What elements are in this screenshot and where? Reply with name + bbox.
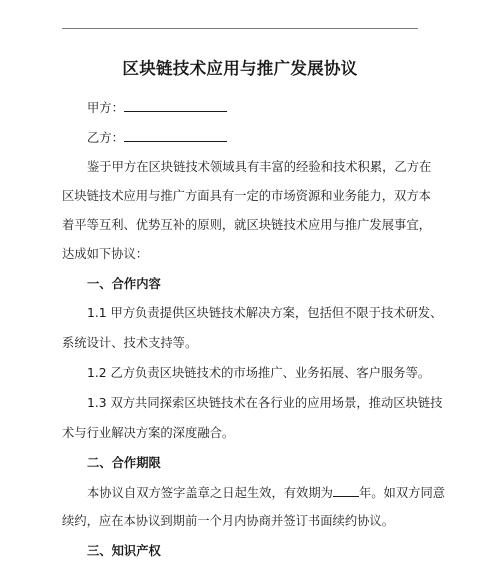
party-b-line [87, 129, 447, 147]
party-b-blank [124, 129, 227, 142]
intro-line-2: 区块链技术应用与推广方面具有一定的市场资源和业务能力，双方本 [62, 189, 431, 203]
clause-1-3-line-1: 1.3 双方共同探索区块链技术在各行业的应用场景，推动区块链技 [87, 396, 443, 410]
clause-1-1-line-2: 系统设计、技术支持等。 [62, 336, 198, 350]
party-b-label: 乙方： [87, 131, 124, 145]
party-a-label: 甲方： [87, 101, 124, 115]
document-title: 区块链技术应用与推广发展协议 [122, 59, 358, 78]
term-line-2: 续约，应在本协议到期前一个月内协商并签订书面续约协议。 [62, 514, 395, 528]
intro-line-3: 着平等互利、优势互补的原则，就区块链技术应用与推广发展事宜， [62, 218, 431, 232]
term-line-1 [87, 484, 447, 502]
term-years-blank [333, 484, 359, 497]
party-a-line [87, 99, 447, 117]
clause-1-2: 1.2 乙方负责区块链技术的市场推广、业务拓展、客户服务等。 [87, 366, 431, 380]
term-text-after: 年。如双方同意 [358, 486, 446, 500]
party-a-blank [124, 99, 227, 112]
intro-line-1: 鉴于甲方在区块链技术领域具有丰富的经验和技术积累，乙方在 [87, 160, 432, 174]
header-rule [62, 28, 418, 29]
clause-1-1-line-1: 1.1 甲方负责提供区块链技术解决方案，包括但不限于技术研发、 [87, 306, 443, 320]
clause-1-3-line-2: 术与行业解决方案的深度融合。 [62, 426, 235, 440]
term-text-before: 本协议自双方签字盖章之日起生效，有效期为 [87, 486, 333, 500]
section-3-heading: 三、知识产权 [87, 544, 161, 558]
section-1-heading: 一、合作内容 [87, 277, 161, 291]
intro-line-4: 达成如下协议： [62, 247, 149, 261]
section-2-heading: 二、合作期限 [87, 456, 161, 470]
